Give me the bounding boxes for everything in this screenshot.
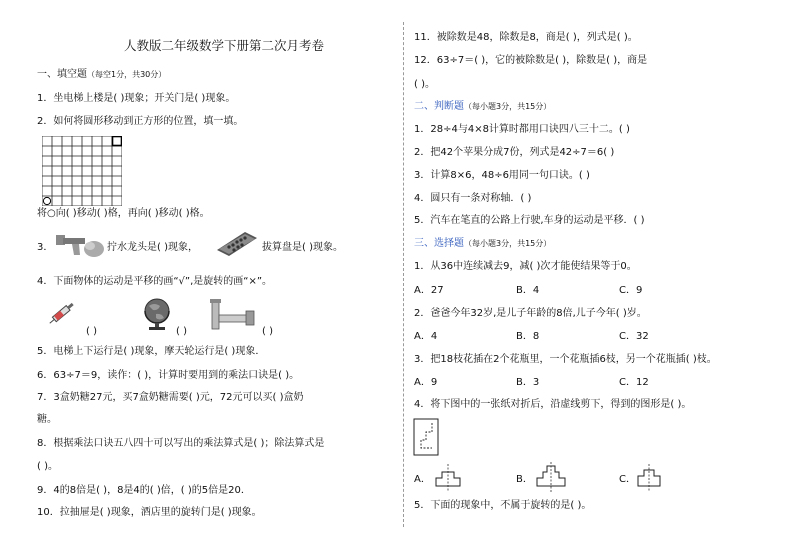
question-6: 6．63÷7＝9，读作：( )，计算时要用到的乘法口诀是( )。	[37, 370, 300, 381]
question-12-line-2: ( )。	[414, 79, 435, 90]
syringe-icon	[44, 296, 80, 330]
choice-3: 3．把18枝花插在2个花瓶里，一个花瓶插6枝，另一个花瓶插( )枝。	[414, 354, 717, 365]
q4-blank-1: ( )	[86, 326, 97, 337]
choice-1-option-c: C．9	[619, 285, 643, 296]
choice-3-option-c: C．12	[619, 377, 649, 388]
globe-icon	[140, 296, 174, 332]
choice-5: 5．下面的现象中，不属于旋转的是( )。	[414, 500, 592, 511]
question-2: 2．如何将圆形移动到正方形的位置，填一填。	[37, 116, 244, 127]
faucet-icon	[52, 233, 106, 259]
choice-3-option-b: B．3	[516, 377, 540, 388]
choice-1-option-b: B．4	[516, 285, 540, 296]
choice-1: 1．从36中连续减去9，减( )次才能使结果等于0。	[414, 261, 637, 272]
q4-blank-2: ( )	[176, 326, 187, 337]
abacus-icon	[215, 228, 259, 258]
section-true-false: 二、判断题（每小题3分，共15分）	[414, 101, 552, 112]
question-3-number: 3．	[37, 242, 54, 253]
choice-4-option-b: B．	[516, 474, 533, 485]
question-7-line-2: 糖。	[37, 414, 57, 425]
question-9: 9．4的8倍是( )，8是4的( )倍，( )的5倍是20．	[37, 485, 251, 496]
question-12-line-1: 12．63÷7＝( )，它的被除数是( )，除数是( )，商是	[414, 55, 648, 66]
choice-4: 4．将下图中的一张纸对折后，沿虚线剪下，得到的图形是( )。	[414, 399, 692, 410]
judge-3: 3．计算8×6，48÷6用同一句口诀。( )	[414, 170, 590, 181]
shape-option-b	[534, 462, 568, 492]
question-8-line-1: 8．根据乘法口诀五八四十可以写出的乘法算式是( )；除法算式是	[37, 438, 325, 449]
choice-4-option-a: A．	[414, 474, 431, 485]
choice-2-option-c: C．32	[619, 331, 649, 342]
choice-4-option-c: C．	[619, 474, 636, 485]
q4-blank-3: ( )	[262, 326, 273, 337]
section-fill-blank: 一、填空题（每空1分，共30分）	[37, 69, 167, 80]
choice-2-option-b: B．8	[516, 331, 540, 342]
shape-option-a	[433, 464, 463, 492]
choice-1-option-a: A．27	[414, 285, 444, 296]
shape-option-c	[634, 464, 664, 492]
question-11: 11．被除数是48，除数是8，商是( )，列式是( )。	[414, 32, 638, 43]
judge-1: 1．28÷4与4×8计算时都用口诀四八三十二。( )	[414, 124, 630, 135]
judge-2: 2．把42个苹果分成7份，列式是42÷7＝6( )	[414, 147, 615, 158]
judge-5: 5．汽车在笔直的公路上行驶,车身的运动是平移．( )	[414, 215, 645, 226]
question-4: 4．下面物体的运动是平移的画“√”,是旋转的画“×”。	[37, 276, 273, 287]
grid-figure	[42, 136, 122, 206]
question-10: 10．拉抽屉是( )现象，酒店里的旋转门是( )现象。	[37, 507, 262, 518]
question-3-abacus-text: 拔算盘是( )现象。	[262, 242, 343, 253]
question-5: 5．电梯上下运行是( )现象，摩天轮运行是( )现象．	[37, 346, 266, 357]
choice-3-option-a: A．9	[414, 377, 438, 388]
question-7-line-1: 7．3盒奶糖27元，买7盒奶糖需要( )元，72元可以买( )盒奶	[37, 392, 304, 403]
choice-2: 2．爸爸今年32岁,是儿子年龄的8倍,儿子今年( )岁。	[414, 308, 647, 319]
pipe-icon	[208, 297, 258, 331]
page-title: 人教版二年级数学下册第二次月考卷	[124, 38, 325, 53]
question-2-fill: 将○向( )移动( )格，再向( )移动( )格。	[37, 208, 210, 219]
question-1: 1．坐电梯上楼是( )现象；开关门是( )现象。	[37, 93, 236, 104]
question-3-faucet-text: 拧水龙头是( )现象，	[107, 242, 198, 253]
column-divider	[403, 22, 404, 527]
question-8-line-2: ( )。	[37, 461, 58, 472]
choice-2-option-a: A．4	[414, 331, 438, 342]
folded-paper-figure	[413, 418, 439, 456]
judge-4: 4．圆只有一条对称轴．( )	[414, 193, 532, 204]
section-choice: 三、选择题（每小题3分，共15分）	[414, 238, 552, 249]
